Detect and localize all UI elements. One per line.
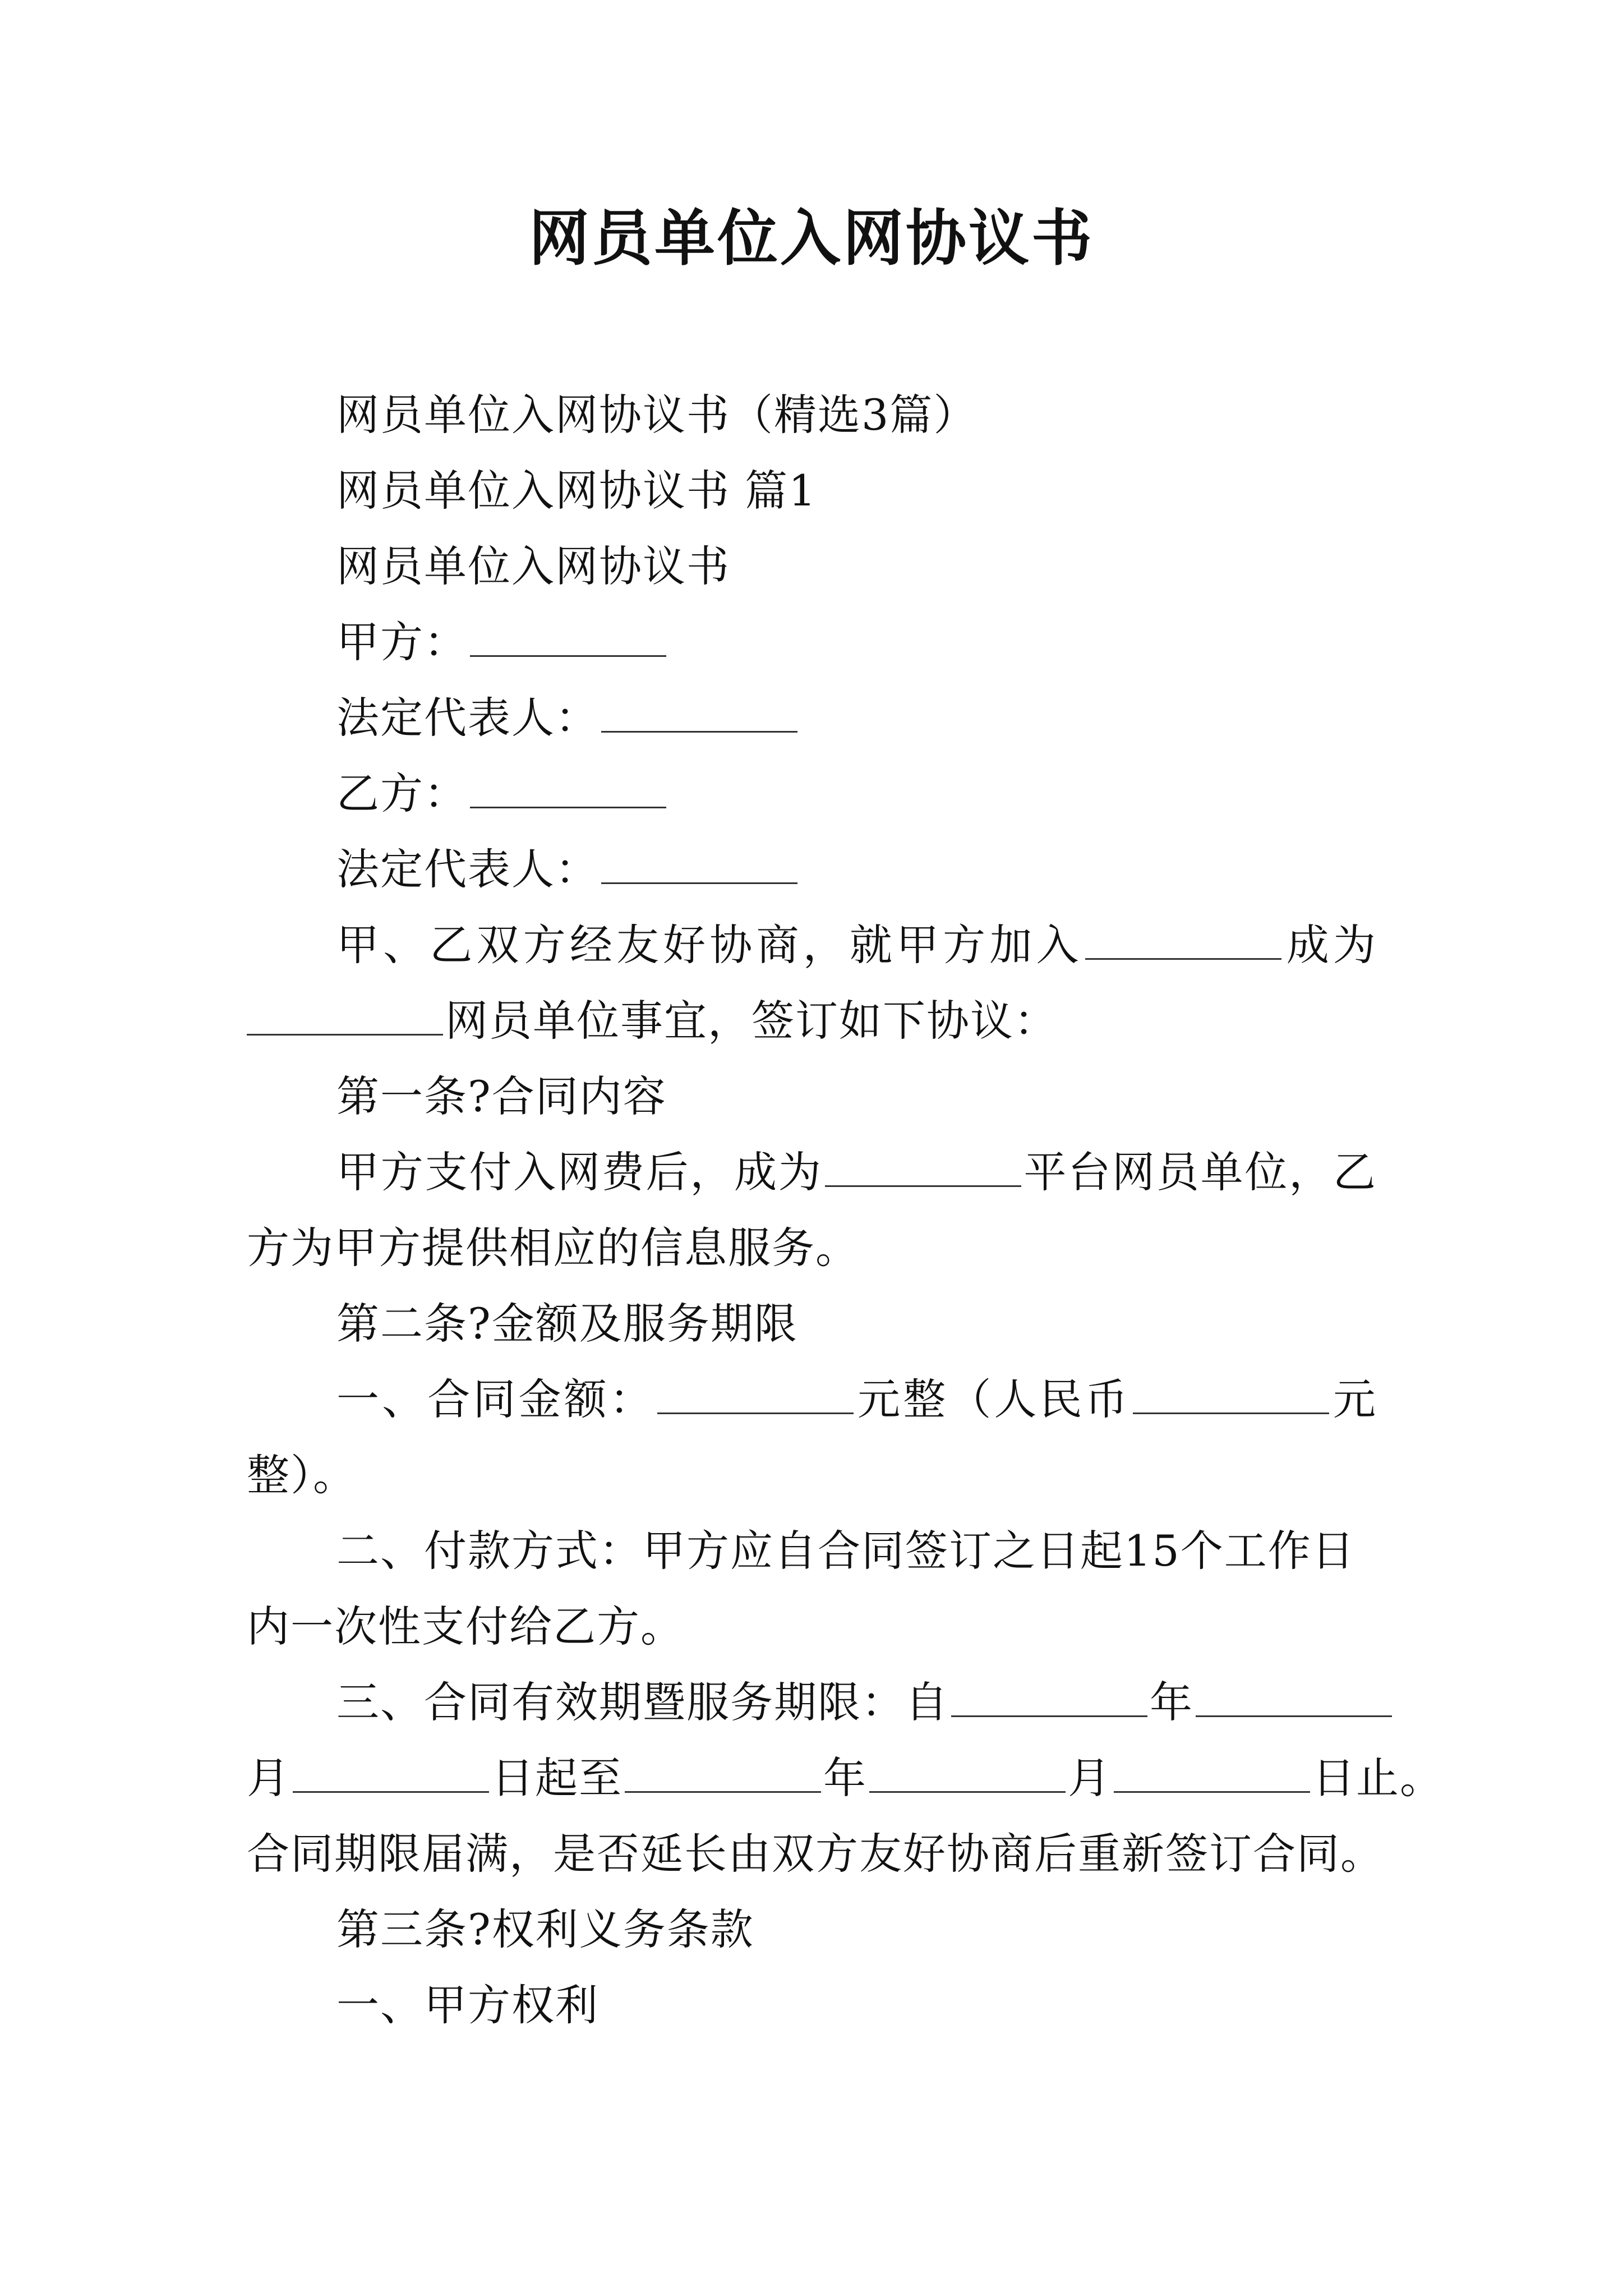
article-1-heading: 第一条?合同内容	[336, 1071, 667, 1121]
section-heading: 网员单位入网协议书 篇1	[336, 466, 817, 516]
fill-blank	[1085, 919, 1281, 960]
fill-blank	[1114, 1752, 1310, 1793]
fill-blank	[601, 843, 797, 884]
article-text: 月	[1068, 1753, 1112, 1803]
article-text: 元整（人民币	[855, 1374, 1131, 1424]
party-b-line	[336, 766, 668, 822]
party-b-rep-line	[336, 841, 800, 898]
article-2-heading: 第二条?金额及服务期限	[336, 1299, 798, 1349]
article-3-heading: 第三条?权利义务条款	[336, 1904, 754, 1954]
fill-blank	[869, 1752, 1066, 1793]
contract-amount-line-2: 整）。	[247, 1450, 357, 1500]
party-b-label: 乙方：	[336, 769, 468, 818]
article-text: 平台网员单位，乙	[1023, 1147, 1377, 1197]
article-text: 元	[1331, 1374, 1377, 1424]
article-1-line-2: 方为甲方提供相应的信息服务。	[247, 1223, 859, 1273]
preamble-text: 甲、乙双方经友好协商，就甲方加入	[336, 920, 1083, 970]
article-text: 年	[1150, 1677, 1193, 1727]
term-line-3: 合同期限届满，是否延长由双方友好协商后重新签订合同。	[247, 1829, 1384, 1879]
article-1-line-1	[336, 1144, 1377, 1200]
fill-blank	[825, 1146, 1021, 1187]
term-line-2	[247, 1750, 1444, 1806]
subtitle-line: 网员单位入网协议书（精选3篇）	[336, 390, 978, 440]
fill-blank	[657, 1373, 854, 1414]
preamble-line-1	[336, 917, 1377, 973]
fill-blank	[293, 1752, 489, 1793]
fill-blank	[470, 616, 666, 657]
preamble-text: 网员单位事宜，签订如下协议：	[445, 996, 1058, 1046]
article-text: 一、合同金额：	[336, 1374, 655, 1424]
article-text: 日起至	[491, 1753, 623, 1803]
party-a-line	[336, 614, 668, 670]
party-a-rep-label: 法定代表人：	[336, 693, 599, 743]
fill-blank	[1196, 1676, 1392, 1717]
agreement-heading: 网员单位入网协议书	[336, 541, 730, 591]
payment-line-1: 二、付款方式：甲方应自合同签订之日起15个工作日	[336, 1526, 1355, 1576]
document-title: 网员单位入网协议书	[528, 203, 1094, 274]
party-a-rights-heading: 一、甲方权利	[336, 1980, 599, 2030]
fill-blank	[601, 692, 797, 733]
party-b-rep-label: 法定代表人：	[336, 844, 599, 894]
preamble-text: 成为	[1283, 920, 1377, 970]
contract-amount-line-1	[336, 1372, 1377, 1428]
article-text: 三、合同有效期暨服务期限：自	[336, 1677, 949, 1727]
fill-blank	[470, 767, 666, 808]
fill-blank	[1133, 1373, 1329, 1414]
fill-blank	[247, 995, 443, 1036]
preamble-line-2	[247, 993, 1058, 1049]
term-line-1	[336, 1674, 1377, 1731]
payment-line-2: 内一次性支付给乙方。	[247, 1602, 684, 1651]
fill-blank	[951, 1676, 1147, 1717]
article-text: 日止。	[1312, 1753, 1444, 1803]
party-a-label: 甲方：	[336, 617, 468, 667]
article-text: 月	[247, 1753, 291, 1803]
fill-blank	[625, 1752, 821, 1793]
article-text: 年	[823, 1753, 867, 1803]
party-a-rep-line	[336, 690, 800, 746]
article-text: 甲方支付入网费后，成为	[336, 1147, 823, 1197]
